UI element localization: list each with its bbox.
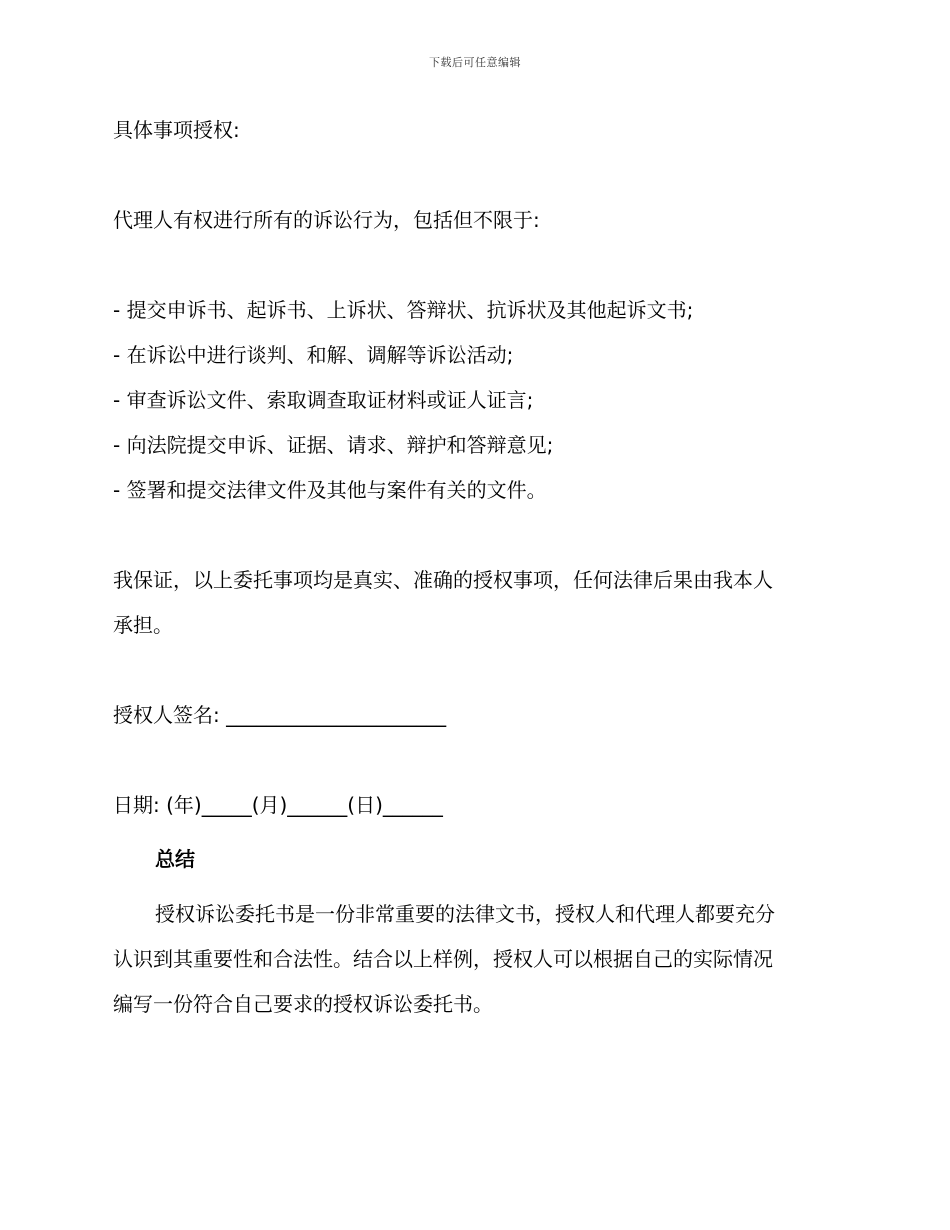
list-item: - 审查诉讼文件、索取调查取证材料或证人证言; bbox=[113, 388, 534, 412]
guarantee-paragraph-line-1: 我保证，以上委托事项均是真实、准确的授权事项，任何法律后果由我本人 bbox=[113, 568, 773, 592]
list-item: - 签署和提交法律文件及其他与案件有关的文件。 bbox=[113, 478, 547, 502]
list-item: - 提交申诉书、起诉书、上诉状、答辩状、抗诉状及其他起诉文书; bbox=[113, 298, 694, 322]
page-header-note: 下载后可任意编辑 bbox=[429, 56, 521, 69]
signature-line: 授权人签名: ______________________ bbox=[113, 703, 447, 727]
list-item: - 在诉讼中进行谈判、和解、调解等诉讼活动; bbox=[113, 343, 514, 367]
summary-paragraph-line-2: 认识到其重要性和合法性。结合以上样例，授权人可以根据自己的实际情况 bbox=[113, 947, 773, 971]
summary-heading: 总结 bbox=[155, 847, 195, 871]
guarantee-paragraph-line-2: 承担。 bbox=[113, 613, 173, 637]
list-item: - 向法院提交申诉、证据、请求、辩护和答辩意见; bbox=[113, 433, 554, 457]
summary-paragraph-line-3: 编写一份符合自己要求的授权诉讼委托书。 bbox=[113, 992, 493, 1016]
intro-paragraph: 代理人有权进行所有的诉讼行为，包括但不限于: bbox=[113, 208, 540, 232]
summary-paragraph-line-1: 授权诉讼委托书是一份非常重要的法律文书，授权人和代理人都要充分 bbox=[155, 902, 775, 926]
section-title: 具体事项授权: bbox=[113, 118, 240, 142]
date-line: 日期: (年)_____(月)______(日)______ bbox=[113, 793, 443, 817]
